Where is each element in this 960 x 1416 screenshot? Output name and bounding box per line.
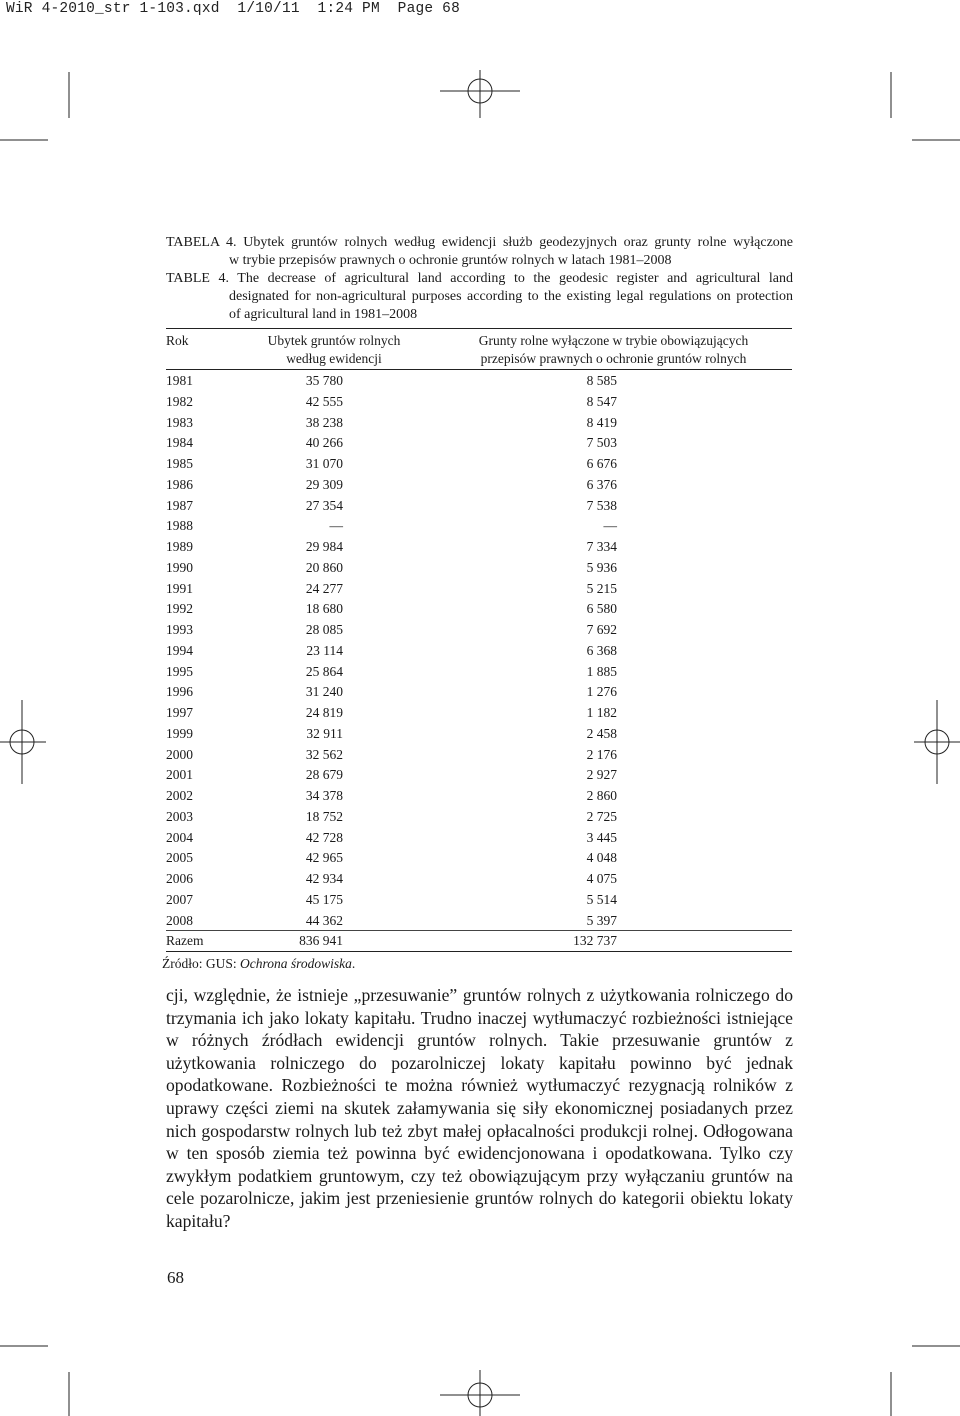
- cell-wylaczone: 6 676: [586, 456, 617, 471]
- cell-year: 2002: [166, 788, 193, 803]
- cell-year: 1988: [166, 518, 193, 534]
- table-row: [0, 828, 960, 849]
- cell-ubytek: 44 362: [305, 912, 343, 928]
- table-row: [0, 537, 960, 558]
- table-row: [0, 682, 960, 703]
- cell-ubytek: 45 175: [305, 891, 343, 907]
- cell-year: 1994: [166, 642, 193, 658]
- cell-wylaczone: 8 585: [586, 373, 617, 388]
- cell-ubytek: 18 680: [305, 601, 343, 617]
- total-wylaczone: 132 737: [573, 933, 617, 948]
- table-body: [0, 371, 960, 931]
- cell-wylaczone: 6 376: [586, 476, 617, 492]
- table-header-rule: [166, 369, 792, 370]
- header-grunty-line: przepisów prawnych o ochronie gruntów rolnych: [480, 351, 747, 366]
- table-row: [0, 745, 960, 766]
- cell-wylaczone: 2 860: [586, 788, 617, 803]
- table-row: [0, 911, 960, 932]
- cell-ubytek: 42 965: [305, 850, 343, 866]
- cell-wylaczone: 2 927: [586, 767, 617, 783]
- cell-year: 1995: [166, 663, 193, 679]
- caption-en-line: designated for non-agricultural purposes according to the existing legal regulations on protection: [229, 289, 793, 304]
- cell-year: 1985: [166, 456, 193, 471]
- total-label: Razem: [166, 933, 204, 948]
- cell-year: 1986: [166, 476, 193, 492]
- table-row: [0, 454, 960, 475]
- cell-year: 2008: [166, 912, 193, 928]
- cell-ubytek: 27 354: [305, 497, 343, 513]
- cell-wylaczone: 2 725: [586, 808, 617, 824]
- cell-wylaczone: 6 368: [586, 642, 617, 658]
- cell-year: 2003: [166, 808, 193, 824]
- caption-en-line: of agricultural land in 1981–2008: [229, 307, 418, 322]
- header-ubytek-line: Ubytek gruntów rolnych: [267, 333, 401, 348]
- total-ubytek: 836 941: [299, 933, 343, 948]
- page-number: 68: [167, 1268, 184, 1287]
- cell-wylaczone: 8 547: [586, 393, 617, 409]
- cell-wylaczone: —: [603, 518, 617, 534]
- cell-wylaczone: 5 514: [586, 891, 617, 907]
- table-header: [0, 332, 960, 368]
- caption-pl-heading: TABELA 4. Ubytek gruntów rolnych według ewidencji służb geodezyjnych oraz grunty rolne wyłączone: [166, 235, 793, 250]
- body-text: [166, 984, 793, 1233]
- cell-ubytek: 38 238: [305, 414, 343, 430]
- cell-ubytek: 31 240: [305, 684, 343, 700]
- caption-en-heading: TABLE 4. The decrease of agricultural land according to the geodesic register and agricultural land: [166, 271, 793, 286]
- cell-year: 1990: [166, 559, 193, 575]
- cell-ubytek: 28 679: [305, 767, 343, 783]
- table-row: [0, 579, 960, 600]
- cell-wylaczone: 7 538: [586, 497, 617, 513]
- cell-wylaczone: 2 458: [586, 725, 617, 741]
- table-bottom-rule: [166, 951, 792, 952]
- caption-pl-line: w trybie przepisów prawnych o ochronie gruntów rolnych w latach 1981–2008: [229, 253, 672, 268]
- printer-slug: WiR 4-2010_str 1-103.qxd 1/10/11 1:24 PM Page 68: [6, 1, 460, 17]
- table-row: [0, 475, 960, 496]
- registration-mark-top: [440, 70, 520, 118]
- cell-ubytek: 28 085: [305, 622, 343, 637]
- cell-ubytek: 32 911: [306, 725, 343, 741]
- table-caption-english: [166, 270, 793, 324]
- table-row: [0, 433, 960, 454]
- cell-year: 1983: [166, 414, 193, 430]
- cell-year: 2000: [166, 746, 193, 762]
- table-row: [0, 641, 960, 662]
- cell-wylaczone: 2 176: [586, 746, 617, 762]
- table-row: [0, 371, 960, 392]
- header-grunty-wylaczone: [455, 332, 772, 368]
- cell-year: 2006: [166, 871, 193, 886]
- cell-ubytek: 32 562: [305, 746, 343, 762]
- cell-wylaczone: 3 445: [586, 829, 617, 845]
- cell-ubytek: 24 819: [305, 705, 343, 720]
- table-caption-polish: [166, 234, 793, 270]
- cell-year: 1991: [166, 580, 193, 596]
- cell-ubytek: 29 984: [305, 539, 343, 554]
- cell-year: 1993: [166, 622, 193, 637]
- cell-wylaczone: 1 182: [586, 705, 617, 720]
- table-row: [0, 765, 960, 786]
- cell-year: 1996: [166, 684, 193, 700]
- header-rok: Rok: [166, 333, 189, 348]
- cell-wylaczone: 7 692: [586, 622, 617, 637]
- source-prefix: Źródło: GUS:: [162, 956, 241, 971]
- cell-ubytek: —: [329, 518, 343, 534]
- cell-ubytek: 18 752: [305, 808, 343, 824]
- cell-ubytek: 24 277: [305, 580, 343, 596]
- cell-wylaczone: 5 397: [586, 912, 617, 928]
- table-row: [0, 703, 960, 724]
- header-ubytek: [245, 332, 423, 368]
- table-row: [0, 496, 960, 517]
- cell-ubytek: 20 860: [305, 559, 343, 575]
- cell-year: 2005: [166, 850, 193, 866]
- cell-year: 2001: [166, 767, 193, 783]
- header-grunty-line: Grunty rolne wyłączone w trybie obowiązujących: [478, 333, 749, 348]
- cell-year: 1984: [166, 435, 193, 451]
- cell-ubytek: 35 780: [305, 373, 343, 388]
- source-title: Ochrona środowiska: [240, 956, 352, 971]
- cell-year: 2004: [166, 829, 193, 845]
- cell-year: 1982: [166, 393, 193, 409]
- cell-ubytek: 42 728: [305, 829, 343, 845]
- cell-wylaczone: 7 503: [586, 435, 617, 451]
- cell-year: 1981: [166, 373, 193, 388]
- cell-wylaczone: 7 334: [586, 539, 617, 554]
- table-row: [0, 392, 960, 413]
- cell-wylaczone: 1 276: [586, 684, 617, 700]
- body-paragraph: cji, względnie, że istnieje „przesuwanie” gruntów rolnych z użytkowania rolniczego do trzymania ich jako lokaty kapitału. Trudno inaczej wytłumaczyć rozbieżności istniejące w różnych źródłach ewidencji gruntów rolnych. Takie przesuwanie gruntów z użytkowania rolniczego do pozarolniczej lokaty kapitału powinno być jednak opodatkowane. Rozbieżności te można również wytłumaczyć rezygnacją rolników z uprawy części ziemi na skutek załamywania się siły ekonomicznej posiadanych przez nich gospodarstw rolnych lub też zbyt małej opłacalności produkcji rolnej. Odłogowana w ten sposób ziemia też powinna być ewidencjonowana i opodatkowana. Tylko czy zwykłym podatkiem gruntowym, czy też obowiązującym przy wyłączaniu gruntów na cele pozarolnicze, jakim jest przeniesienie gruntów rolnych do kategorii obiektu lokaty kapitału?: [166, 985, 793, 1231]
- cell-year: 1999: [166, 725, 193, 741]
- table-row: [0, 599, 960, 620]
- cell-wylaczone: 1 885: [586, 663, 617, 679]
- cell-ubytek: 42 934: [305, 871, 343, 886]
- table-row: [0, 724, 960, 745]
- table-row: [0, 807, 960, 828]
- table-row: [0, 620, 960, 641]
- table-top-rule: [166, 328, 792, 329]
- table-row: [0, 890, 960, 911]
- cell-year: 1992: [166, 601, 193, 617]
- cell-ubytek: 25 864: [305, 663, 343, 679]
- cell-wylaczone: 5 936: [586, 559, 617, 575]
- table-source: [162, 955, 355, 973]
- registration-mark-bottom: [440, 1370, 520, 1416]
- cell-wylaczone: 5 215: [586, 580, 617, 596]
- cell-ubytek: 31 070: [305, 456, 343, 471]
- table-row: [0, 558, 960, 579]
- cell-ubytek: 29 309: [305, 476, 343, 492]
- cell-year: 1989: [166, 539, 193, 554]
- cell-ubytek: 34 378: [305, 788, 343, 803]
- cell-wylaczone: 4 048: [586, 850, 617, 866]
- cell-ubytek: 23 114: [306, 642, 343, 658]
- cell-wylaczone: 8 419: [586, 414, 617, 430]
- table-total-row: [0, 930, 960, 950]
- cell-year: 1997: [166, 705, 193, 720]
- cell-year: 2007: [166, 891, 193, 907]
- table-row: [0, 516, 960, 537]
- cell-wylaczone: 4 075: [586, 871, 617, 886]
- cell-ubytek: 42 555: [305, 393, 343, 409]
- table-row: [0, 786, 960, 807]
- cell-ubytek: 40 266: [305, 435, 343, 451]
- table-row: [0, 413, 960, 434]
- table-row: [0, 869, 960, 890]
- cell-year: 1987: [166, 497, 193, 513]
- header-ubytek-line: według ewidencji: [286, 351, 382, 366]
- table-row: [0, 848, 960, 869]
- source-suffix: .: [351, 956, 356, 971]
- table-row: [0, 662, 960, 683]
- cell-wylaczone: 6 580: [586, 601, 617, 617]
